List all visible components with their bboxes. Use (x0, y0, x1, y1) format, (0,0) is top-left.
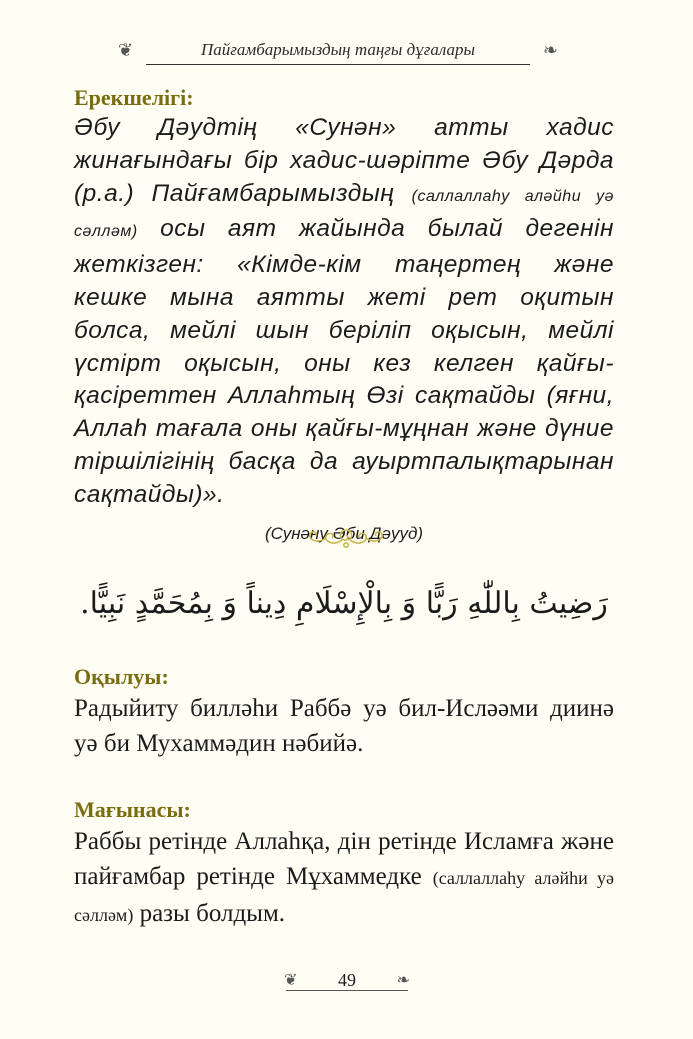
features-text (74, 112, 614, 512)
features-heading: Ерекшелігі: (74, 85, 194, 110)
page-footer (280, 968, 414, 994)
salawat-note: (саллаллаһу аләйһи уә сәлләм) (74, 868, 614, 925)
section-reading (74, 663, 614, 761)
floral-divider-icon (296, 526, 396, 550)
reading-heading: Оқылуы: (74, 664, 169, 689)
page-header (118, 38, 558, 68)
reading-text: Радыйиту билләһи Раббә уә бил-Исләәми диинә уә би Мухаммәдин нәбийә. (74, 695, 614, 757)
meaning-text-part1: Раббы ретінде Аллаһқа, дін ретінде Исламға және пайғамбар ретінде Мұхаммедке (74, 828, 614, 890)
header-ornament-left-icon: ❦ (118, 40, 134, 61)
header-rule (146, 64, 530, 65)
features-text-part2: осы аят жайында былай дегенін жеткізген: «Кімде-кім таңертең және кешке мына аятты жеті рет оқитын болса, мейлі шын беріліп оқысын, мейлі үстірт оқысын, оны кез келген қайғы-қасіреттен Аллаһтың Өзі сақтайды (яғни, Аллаһ тағала оны қайғы-мұңнан және дүние тіршілігінің басқа да ауыртпалықтарынан сақтайды)». (74, 215, 614, 508)
footer-ornament-right-icon: ❧ (396, 970, 410, 989)
footer-ornament-left-icon: ❦ (284, 970, 298, 989)
header-ornament-right-icon: ❧ (542, 40, 558, 61)
page-number: 49 (338, 970, 356, 990)
running-title: Пайғамбарымыздың таңғы дұғалары (200, 40, 476, 59)
meaning-heading: Мағынасы: (74, 797, 191, 822)
hadith-source: (Сунәну Әби Дәууд) (264, 523, 424, 543)
section-meaning (74, 796, 614, 933)
section-features (74, 84, 614, 544)
arabic-dua: رَضِيتُ بِاللّٰهِ رَبًّا وَ بِالْإِسْلَامِ دِيناً وَ بِمُحَمَّدٍ نَبِيًّا. (80, 586, 608, 621)
footer-rule (286, 990, 408, 991)
features-text-part1: Әбу Дәудтің «Сунән» атты хадис жинағындағы бір хадис-шәріпте Әбу Дәрда (р.а.) Пайғамбарымыздың (74, 114, 614, 207)
meaning-text-part2: разы болдым. (133, 900, 286, 927)
salawat-note: (саллаллаһу аләйһи уә сәлләм) (74, 187, 614, 241)
meaning-text (74, 824, 614, 933)
